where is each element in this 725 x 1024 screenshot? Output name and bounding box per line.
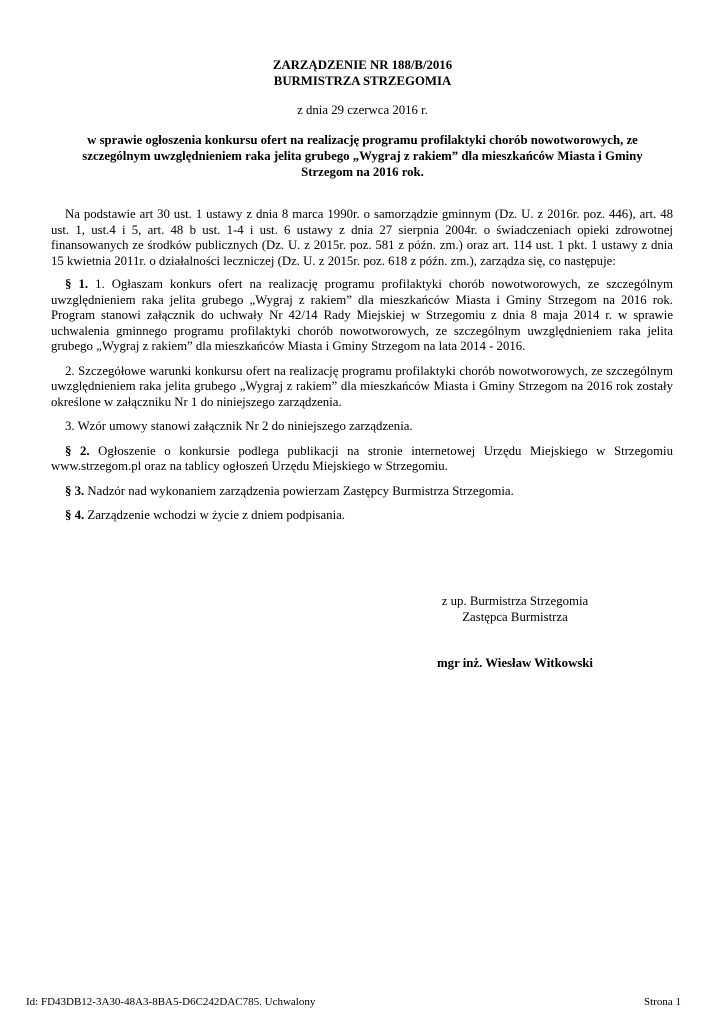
document-date: z dnia 29 czerwca 2016 r. bbox=[297, 103, 428, 117]
section-3-paragraph bbox=[51, 484, 673, 500]
document-issuer: BURMISTRZA STRZEGOMIA bbox=[273, 74, 452, 88]
section-1-paragraph-2: 2. Szczegółowe warunki konkursu ofert na realizację programu profilaktyki chorób nowotworowych, ze szczególnym uwzględnieniem raka jelita grubego „Wygraj z rakiem” dla mieszkańców Miasta i Gminy Strzegom na 2016 rok zostały określone w załączniku Nr 1 do niniejszego zarządzenia. bbox=[51, 363, 673, 409]
section-4-text: Zarządzenie wchodzi w życie z dniem podpisania. bbox=[84, 508, 346, 522]
section-1-text: 1. Ogłaszam konkurs ofert na realizację programu profilaktyki chorób nowotworowych, ze szczególnym uwzględnieniem raka jelita grubego „Wygraj z rakiem” dla mieszkańców Miasta i Gminy Strzegom na 2016 rok. Program stanowi załącznik do uchwały Nr 42/14 Rady Miejskiej w Strzegomiu z dnia 8 maja 2014 r. w sprawie uchwalenia gminnego programu profilaktyki chorób nowotworowych, ze szczególnym uwzględnieniem raka jelita grubego „Wygraj z rakiem” dla mieszkańców Miasta i Gminy Strzegom na lata 2014 - 2016. bbox=[51, 277, 673, 353]
section-1-paragraph-1 bbox=[51, 277, 673, 355]
document-title: ZARZĄDZENIE NR 188/B/2016 bbox=[272, 58, 453, 72]
section-3-marker: § 3. bbox=[65, 483, 85, 498]
section-2-text: Ogłoszenie o konkursie podlega publikacji na stronie internetowej Urzędu Miejskiego w Strzegomiu www.strzegom.pl oraz na tablicy ogłoszeń Urzędu Miejskiego w Strzegomiu. bbox=[51, 443, 673, 473]
section-2-marker: § 2. bbox=[65, 443, 90, 458]
section-2-paragraph bbox=[51, 444, 673, 475]
section-4-marker: § 4. bbox=[65, 508, 85, 522]
document-id: Id: FD43DB12-3A30-48A3-8BA5-D6C242DAC785. Uchwalony bbox=[26, 996, 316, 1008]
section-4-paragraph bbox=[51, 508, 673, 524]
section-1-paragraph-3: 3. Wzór umowy stanowi załącznik Nr 2 do niniejszego zarządzenia. bbox=[65, 419, 413, 433]
signatory-name: mgr inż. Wiesław Witkowski bbox=[437, 656, 593, 670]
signature-position: Zastępca Burmistrza bbox=[462, 610, 568, 624]
page-number: Strona 1 bbox=[644, 996, 681, 1008]
legal-basis-paragraph: Na podstawie art 30 ust. 1 ustawy z dnia 8 marca 1990r. o samorządzie gminnym (Dz. U. z 2016r. poz. 446), art. 48 ust. 1, ust.4 i 5, art. 48 b ust. 1-4 i ust. 6 ustawy z dnia 27 sierpnia 2004r. o świadczeniach opieki zdrowotnej finansowanych ze środków publicznych (Dz. U. z 2015r. poz. 581 z późn. zm.) oraz art. 114 ust. 1 pkt. 1 ustawy z dnia 15 kwietnia 2011r. o działalności leczniczej (Dz. U. z 2015r. poz. 618 z późn. zm.), zarządza się, co następuje: bbox=[51, 207, 673, 268]
section-1-marker: § 1. bbox=[65, 277, 89, 291]
section-3-text: Nadzór nad wykonaniem zarządzenia powierzam Zastępcy Burmistrza Strzegomia. bbox=[84, 483, 514, 498]
document-subject: w sprawie ogłoszenia konkursu ofert na realizację programu profilaktyki chorób nowotworowych, ze szczególnym uwzględnieniem raka jelita grubego „Wygraj z rakiem” dla mieszkańców Miasta i Gminy Strzegom na 2016 rok. bbox=[82, 133, 643, 179]
signature-authority: z up. Burmistrza Strzegomia bbox=[441, 594, 589, 608]
document-body bbox=[51, 207, 673, 533]
